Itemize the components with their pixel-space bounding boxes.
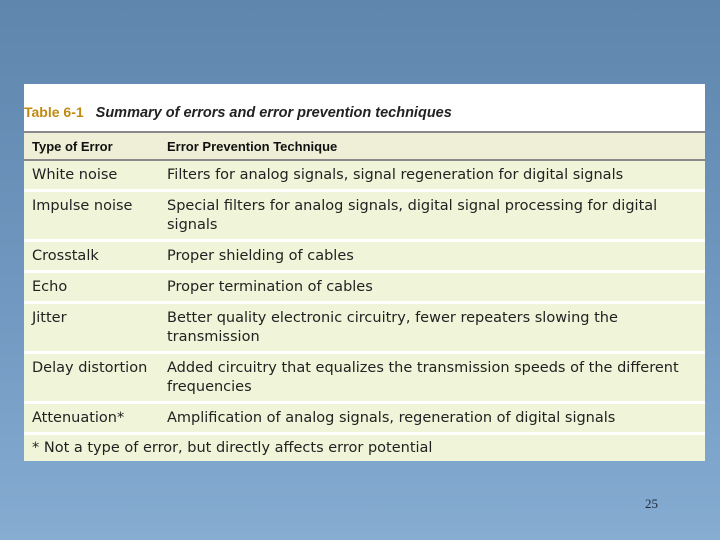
table-row <box>24 192 705 242</box>
column-header-technique: Error Prevention Technique <box>167 138 338 154</box>
table-card <box>24 84 705 456</box>
table-row <box>24 242 705 273</box>
table-number: Table 6-1 <box>24 104 84 120</box>
technique-cell: Filters for analog signals, signal regeneration for digital signals <box>167 167 624 183</box>
technique-cell: Proper termination of cables <box>167 279 373 295</box>
technique-cell: Better quality electronic circuitry, fewer repeaters slowing the transmission <box>167 310 618 345</box>
technique-cell: Special filters for analog signals, digital signal processing for digital signals <box>167 198 658 233</box>
table-row <box>24 354 705 404</box>
error-type-cell: Attenuation* <box>32 410 125 426</box>
error-type-cell: Jitter <box>32 310 67 326</box>
table-row <box>24 161 705 192</box>
error-type-cell: Echo <box>32 279 68 295</box>
table-title: Summary of errors and error prevention techniques <box>95 105 452 121</box>
technique-cell: Proper shielding of cables <box>167 248 354 264</box>
table-row <box>24 273 705 304</box>
technique-cell: Amplification of analog signals, regeneration of digital signals <box>167 410 616 426</box>
table-row <box>24 304 705 354</box>
table-header-row <box>24 131 705 161</box>
error-type-cell: Crosstalk <box>32 248 99 264</box>
page-number: 25 <box>645 496 658 511</box>
table-row <box>24 404 705 435</box>
table-footnote: * Not a type of error, but directly affects error potential <box>24 435 705 461</box>
error-type-cell: White noise <box>32 167 118 183</box>
table-caption <box>24 104 452 126</box>
error-table <box>24 131 705 461</box>
error-type-cell: Delay distortion <box>32 360 148 376</box>
error-type-cell: Impulse noise <box>32 198 133 214</box>
technique-cell: Added circuitry that equalizes the transmission speeds of the different frequencies <box>167 360 679 395</box>
column-header-type: Type of Error <box>32 138 113 154</box>
